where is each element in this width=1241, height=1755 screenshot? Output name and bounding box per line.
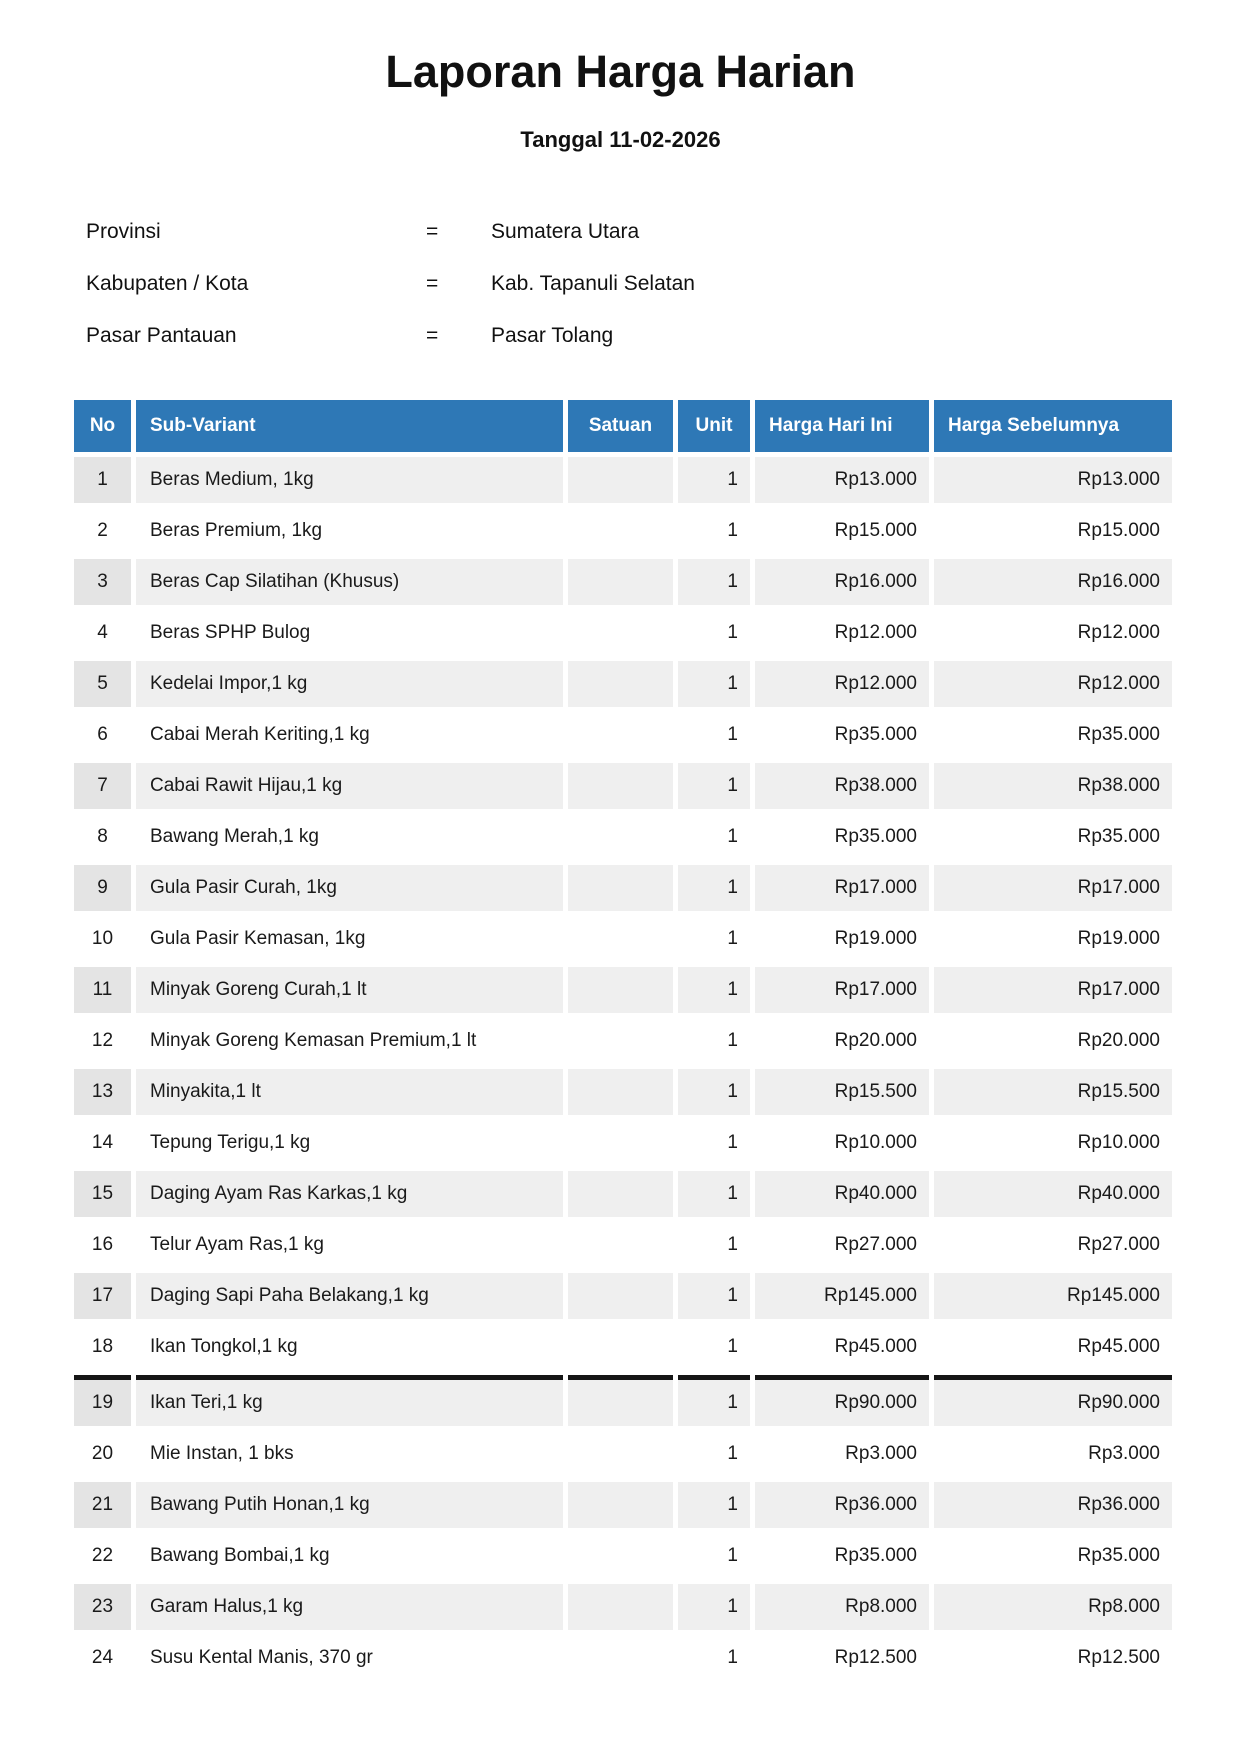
- cell-no: 13: [74, 1069, 131, 1115]
- cell-sub-variant: Cabai Rawit Hijau,1 kg: [136, 763, 563, 809]
- cell-satuan: [568, 763, 673, 809]
- cell-no: 23: [74, 1584, 131, 1630]
- table-row: [74, 865, 1172, 911]
- cell-sub-variant: Daging Ayam Ras Karkas,1 kg: [136, 1171, 563, 1217]
- cell-satuan: [568, 916, 673, 962]
- cell-unit: 1: [678, 1375, 750, 1426]
- table-row: [74, 814, 1172, 860]
- table-row: [74, 1222, 1172, 1268]
- cell-satuan: [568, 1635, 673, 1681]
- cell-satuan: [568, 1375, 673, 1426]
- table-row: [74, 1431, 1172, 1477]
- cell-harga-hari-ini: Rp90.000: [755, 1375, 929, 1426]
- table-row: [74, 1635, 1172, 1681]
- table-row: [74, 559, 1172, 605]
- table-row: [74, 610, 1172, 656]
- cell-satuan: [568, 508, 673, 554]
- cell-no: 5: [74, 661, 131, 707]
- cell-harga-hari-ini: Rp13.000: [755, 457, 929, 503]
- cell-harga-sebelumnya: Rp19.000: [934, 916, 1172, 962]
- cell-harga-hari-ini: Rp40.000: [755, 1171, 929, 1217]
- cell-harga-sebelumnya: Rp13.000: [934, 457, 1172, 503]
- cell-unit: 1: [678, 916, 750, 962]
- cell-sub-variant: Mie Instan, 1 bks: [136, 1431, 563, 1477]
- cell-unit: 1: [678, 1324, 750, 1370]
- cell-harga-sebelumnya: Rp8.000: [934, 1584, 1172, 1630]
- cell-satuan: [568, 1584, 673, 1630]
- cell-sub-variant: Ikan Teri,1 kg: [136, 1375, 563, 1426]
- cell-no: 9: [74, 865, 131, 911]
- cell-harga-hari-ini: Rp12.500: [755, 1635, 929, 1681]
- cell-sub-variant: Tepung Terigu,1 kg: [136, 1120, 563, 1166]
- table-row: [74, 1375, 1172, 1426]
- cell-harga-sebelumnya: Rp90.000: [934, 1375, 1172, 1426]
- table-row: [74, 1018, 1172, 1064]
- cell-harga-sebelumnya: Rp20.000: [934, 1018, 1172, 1064]
- cell-no: 22: [74, 1533, 131, 1579]
- cell-sub-variant: Beras Medium, 1kg: [136, 457, 563, 503]
- column-header-no: No: [74, 400, 131, 452]
- info-value: Kab. Tapanuli Selatan: [491, 272, 695, 295]
- cell-harga-hari-ini: Rp45.000: [755, 1324, 929, 1370]
- column-header-unit: Unit: [678, 400, 750, 452]
- table-row: [74, 661, 1172, 707]
- cell-sub-variant: Daging Sapi Paha Belakang,1 kg: [136, 1273, 563, 1319]
- cell-unit: 1: [678, 1533, 750, 1579]
- table-row: [74, 1069, 1172, 1115]
- cell-harga-sebelumnya: Rp12.000: [934, 610, 1172, 656]
- cell-sub-variant: Bawang Merah,1 kg: [136, 814, 563, 860]
- info-row-kabupaten: [86, 258, 1086, 310]
- cell-unit: 1: [678, 763, 750, 809]
- table-row: [74, 457, 1172, 503]
- cell-sub-variant: Susu Kental Manis, 370 gr: [136, 1635, 563, 1681]
- cell-harga-hari-ini: Rp10.000: [755, 1120, 929, 1166]
- table-row: [74, 1273, 1172, 1319]
- cell-no: 16: [74, 1222, 131, 1268]
- cell-satuan: [568, 1482, 673, 1528]
- cell-harga-sebelumnya: Rp38.000: [934, 763, 1172, 809]
- cell-satuan: [568, 814, 673, 860]
- table-row: [74, 508, 1172, 554]
- cell-harga-sebelumnya: Rp15.500: [934, 1069, 1172, 1115]
- cell-harga-sebelumnya: Rp45.000: [934, 1324, 1172, 1370]
- table-row: [74, 1584, 1172, 1630]
- cell-unit: 1: [678, 610, 750, 656]
- cell-satuan: [568, 1222, 673, 1268]
- cell-sub-variant: Beras Cap Silatihan (Khusus): [136, 559, 563, 605]
- price-table-container: [69, 395, 1177, 1686]
- cell-satuan: [568, 457, 673, 503]
- cell-unit: 1: [678, 814, 750, 860]
- cell-no: 11: [74, 967, 131, 1013]
- cell-harga-sebelumnya: Rp35.000: [934, 712, 1172, 758]
- cell-satuan: [568, 1171, 673, 1217]
- cell-unit: 1: [678, 1018, 750, 1064]
- cell-no: 10: [74, 916, 131, 962]
- cell-unit: 1: [678, 1069, 750, 1115]
- info-label: Pasar Pantauan: [86, 324, 237, 347]
- cell-no: 2: [74, 508, 131, 554]
- cell-harga-hari-ini: Rp16.000: [755, 559, 929, 605]
- price-table: [69, 395, 1177, 1686]
- cell-no: 8: [74, 814, 131, 860]
- cell-unit: 1: [678, 1584, 750, 1630]
- cell-satuan: [568, 661, 673, 707]
- report-info-block: [86, 206, 1086, 362]
- cell-unit: 1: [678, 1273, 750, 1319]
- cell-harga-sebelumnya: Rp16.000: [934, 559, 1172, 605]
- cell-harga-hari-ini: Rp17.000: [755, 967, 929, 1013]
- cell-harga-sebelumnya: Rp17.000: [934, 967, 1172, 1013]
- cell-satuan: [568, 967, 673, 1013]
- cell-harga-sebelumnya: Rp10.000: [934, 1120, 1172, 1166]
- cell-sub-variant: Cabai Merah Keriting,1 kg: [136, 712, 563, 758]
- cell-no: 1: [74, 457, 131, 503]
- cell-unit: 1: [678, 1635, 750, 1681]
- cell-harga-hari-ini: Rp17.000: [755, 865, 929, 911]
- cell-harga-sebelumnya: Rp35.000: [934, 814, 1172, 860]
- cell-harga-hari-ini: Rp36.000: [755, 1482, 929, 1528]
- cell-harga-sebelumnya: Rp35.000: [934, 1533, 1172, 1579]
- equals-separator: =: [426, 324, 439, 347]
- cell-unit: 1: [678, 712, 750, 758]
- cell-no: 24: [74, 1635, 131, 1681]
- cell-unit: 1: [678, 967, 750, 1013]
- page-subtitle: Tanggal 11-02-2026: [520, 127, 721, 152]
- cell-no: 3: [74, 559, 131, 605]
- cell-no: 20: [74, 1431, 131, 1477]
- cell-sub-variant: Bawang Bombai,1 kg: [136, 1533, 563, 1579]
- cell-no: 14: [74, 1120, 131, 1166]
- cell-unit: 1: [678, 865, 750, 911]
- table-row: [74, 1171, 1172, 1217]
- cell-harga-hari-ini: Rp35.000: [755, 814, 929, 860]
- equals-separator: =: [426, 272, 439, 295]
- cell-harga-sebelumnya: Rp17.000: [934, 865, 1172, 911]
- cell-unit: 1: [678, 508, 750, 554]
- column-header-satuan: Satuan: [568, 400, 673, 452]
- cell-unit: 1: [678, 559, 750, 605]
- cell-harga-hari-ini: Rp20.000: [755, 1018, 929, 1064]
- cell-satuan: [568, 1324, 673, 1370]
- cell-sub-variant: Gula Pasir Curah, 1kg: [136, 865, 563, 911]
- cell-harga-sebelumnya: Rp12.000: [934, 661, 1172, 707]
- info-row-provinsi: [86, 206, 1086, 258]
- info-label: Provinsi: [86, 220, 161, 243]
- cell-satuan: [568, 1069, 673, 1115]
- cell-sub-variant: Beras SPHP Bulog: [136, 610, 563, 656]
- cell-satuan: [568, 865, 673, 911]
- cell-no: 12: [74, 1018, 131, 1064]
- cell-sub-variant: Kedelai Impor,1 kg: [136, 661, 563, 707]
- cell-harga-hari-ini: Rp3.000: [755, 1431, 929, 1477]
- cell-no: 6: [74, 712, 131, 758]
- cell-satuan: [568, 1018, 673, 1064]
- table-row: [74, 916, 1172, 962]
- cell-harga-sebelumnya: Rp27.000: [934, 1222, 1172, 1268]
- cell-sub-variant: Gula Pasir Kemasan, 1kg: [136, 916, 563, 962]
- page-title: Laporan Harga Harian: [385, 46, 856, 97]
- cell-no: 4: [74, 610, 131, 656]
- cell-harga-hari-ini: Rp15.500: [755, 1069, 929, 1115]
- cell-harga-hari-ini: Rp35.000: [755, 712, 929, 758]
- cell-unit: 1: [678, 1431, 750, 1477]
- cell-no: 7: [74, 763, 131, 809]
- cell-no: 19: [74, 1375, 131, 1426]
- cell-harga-sebelumnya: Rp145.000: [934, 1273, 1172, 1319]
- cell-sub-variant: Minyakita,1 lt: [136, 1069, 563, 1115]
- cell-sub-variant: Minyak Goreng Kemasan Premium,1 lt: [136, 1018, 563, 1064]
- cell-harga-hari-ini: Rp12.000: [755, 610, 929, 656]
- cell-no: 21: [74, 1482, 131, 1528]
- cell-harga-hari-ini: Rp35.000: [755, 1533, 929, 1579]
- cell-harga-hari-ini: Rp145.000: [755, 1273, 929, 1319]
- cell-satuan: [568, 559, 673, 605]
- column-header-harga-sebelumnya: Harga Sebelumnya: [934, 400, 1172, 452]
- cell-harga-hari-ini: Rp12.000: [755, 661, 929, 707]
- table-row: [74, 712, 1172, 758]
- cell-sub-variant: Ikan Tongkol,1 kg: [136, 1324, 563, 1370]
- cell-no: 17: [74, 1273, 131, 1319]
- cell-unit: 1: [678, 1482, 750, 1528]
- cell-sub-variant: Telur Ayam Ras,1 kg: [136, 1222, 563, 1268]
- cell-harga-sebelumnya: Rp12.500: [934, 1635, 1172, 1681]
- cell-harga-hari-ini: Rp15.000: [755, 508, 929, 554]
- cell-harga-sebelumnya: Rp15.000: [934, 508, 1172, 554]
- cell-satuan: [568, 712, 673, 758]
- table-body: [74, 457, 1172, 1681]
- cell-unit: 1: [678, 661, 750, 707]
- cell-satuan: [568, 1431, 673, 1477]
- cell-harga-sebelumnya: Rp3.000: [934, 1431, 1172, 1477]
- cell-sub-variant: Garam Halus,1 kg: [136, 1584, 563, 1630]
- info-value: Pasar Tolang: [491, 324, 614, 347]
- cell-harga-sebelumnya: Rp36.000: [934, 1482, 1172, 1528]
- cell-unit: 1: [678, 457, 750, 503]
- cell-sub-variant: Bawang Putih Honan,1 kg: [136, 1482, 563, 1528]
- column-header-harga-hari-ini: Harga Hari Ini: [755, 400, 929, 452]
- cell-satuan: [568, 610, 673, 656]
- table-header-row: [74, 400, 1172, 452]
- info-row-pasar: [86, 310, 1086, 362]
- cell-sub-variant: Minyak Goreng Curah,1 lt: [136, 967, 563, 1013]
- cell-harga-hari-ini: Rp19.000: [755, 916, 929, 962]
- equals-separator: =: [426, 220, 439, 243]
- cell-unit: 1: [678, 1120, 750, 1166]
- info-value: Sumatera Utara: [491, 220, 640, 243]
- cell-no: 15: [74, 1171, 131, 1217]
- table-row: [74, 967, 1172, 1013]
- cell-harga-sebelumnya: Rp40.000: [934, 1171, 1172, 1217]
- table-row: [74, 1120, 1172, 1166]
- cell-no: 18: [74, 1324, 131, 1370]
- table-row: [74, 763, 1172, 809]
- cell-unit: 1: [678, 1222, 750, 1268]
- cell-unit: 1: [678, 1171, 750, 1217]
- table-row: [74, 1533, 1172, 1579]
- info-label: Kabupaten / Kota: [86, 272, 249, 295]
- cell-satuan: [568, 1120, 673, 1166]
- cell-harga-hari-ini: Rp27.000: [755, 1222, 929, 1268]
- cell-harga-hari-ini: Rp38.000: [755, 763, 929, 809]
- table-row: [74, 1324, 1172, 1370]
- cell-sub-variant: Beras Premium, 1kg: [136, 508, 563, 554]
- cell-satuan: [568, 1533, 673, 1579]
- cell-harga-hari-ini: Rp8.000: [755, 1584, 929, 1630]
- column-header-sub-variant: Sub-Variant: [136, 400, 563, 452]
- cell-satuan: [568, 1273, 673, 1319]
- table-row: [74, 1482, 1172, 1528]
